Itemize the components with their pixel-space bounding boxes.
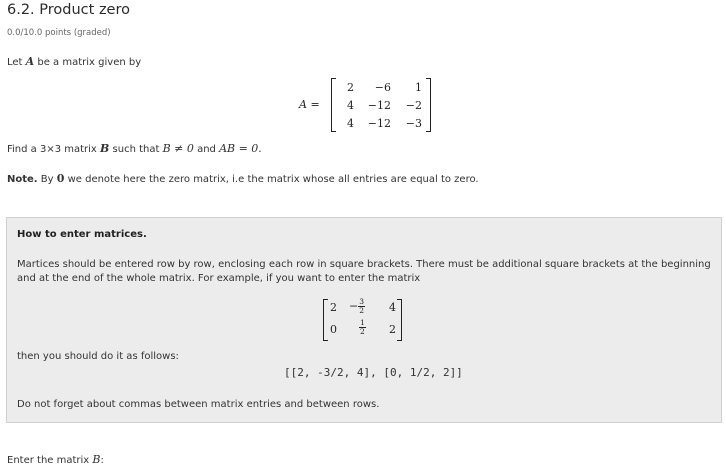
condition-nonzero: B ≠ 0 (162, 142, 194, 155)
matrix-a-cell: −2 (405, 99, 422, 112)
matrix-a-cell: 4 (347, 99, 354, 112)
note-label: Note. (7, 174, 38, 185)
matrix-a-label: A = (299, 98, 320, 111)
matrix-a-cell: 4 (347, 117, 354, 130)
code-example: [[2, -3/2, 4], [0, 1/2, 2]] (284, 366, 463, 379)
answer-label: Enter the matrix B: (7, 453, 104, 466)
intro-suffix: be a matrix given by (34, 57, 142, 68)
panel-instructions: Martices should be entered row by row, enclosing each row in square brackets. There must be additional square brackets at the beginning and at the end of the whole matrix. For example, if you want to enter the matrix (17, 259, 711, 284)
condition-product-zero: AB = 0. (219, 142, 262, 155)
example-cell: 2 (389, 323, 396, 336)
example-matrix-left-bracket (323, 299, 328, 341)
example-cell: $\frac{1}{2}$ (360, 318, 365, 336)
matrix-a-cell: −12 (367, 117, 391, 130)
matrix-a-cell: 1 (415, 81, 422, 94)
panel-commas-note: Do not forget about commas between matrix entries and between rows. (17, 399, 380, 410)
matrix-a-cell: −12 (367, 99, 391, 112)
matrix-a-cell: −3 (405, 117, 422, 130)
example-matrix-right-bracket (397, 299, 402, 341)
var-a: A (25, 55, 35, 68)
example-cell: 0 (330, 323, 337, 336)
intro-text (7, 55, 141, 68)
intro-prefix: Let (7, 57, 26, 68)
task-text: Find a 3×3 matrix B such that B ≠ 0 and AB = 0. (7, 142, 262, 155)
points-status: 0.0/10.0 points (graded) (7, 28, 111, 38)
example-cell: − $\frac{3}{2}$ (349, 297, 364, 315)
matrix-a-cell: 2 (347, 81, 354, 94)
problem-title: 6.2. Product zero (7, 2, 130, 18)
note-text: Note. By 0 we denote here the zero matrix, i.e the matrix whose all entries are equal to zero. (7, 172, 479, 185)
var-b: B (100, 142, 110, 155)
example-cell: 4 (389, 301, 396, 314)
panel-then-text: then you should do it as follows: (17, 351, 179, 362)
matrix-a-cell: −6 (374, 81, 391, 94)
matrix-a-right-bracket (426, 78, 431, 132)
example-cell: 2 (330, 301, 337, 314)
panel-heading: How to enter matrices. (17, 229, 147, 240)
